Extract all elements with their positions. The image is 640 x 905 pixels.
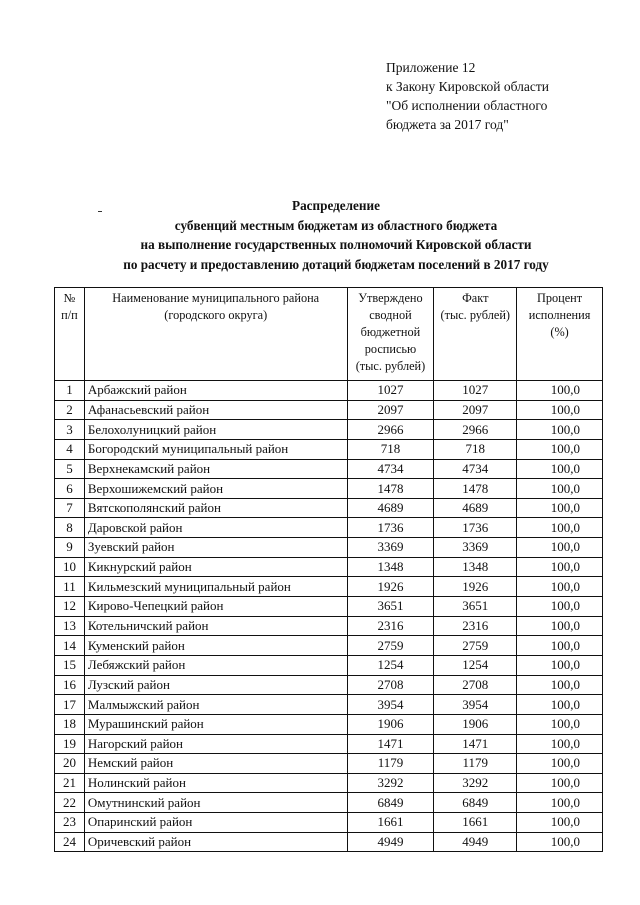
cell-district-name: Кильмезский муниципальный район xyxy=(84,577,347,597)
cell-district-name: Афанасьевский район xyxy=(84,400,347,420)
table-row xyxy=(55,813,603,833)
cell-fact: 3292 xyxy=(434,773,517,793)
cell-district-name: Малмыжский район xyxy=(84,695,347,715)
cell-percent: 100,0 xyxy=(517,616,603,636)
cell-number: 4 xyxy=(55,439,85,459)
cell-number: 3 xyxy=(55,420,85,440)
cell-number: 24 xyxy=(55,832,85,852)
cell-fact: 1736 xyxy=(434,518,517,538)
cell-number: 10 xyxy=(55,557,85,577)
cell-number: 8 xyxy=(55,518,85,538)
table-row xyxy=(55,479,603,499)
title-line: по расчету и предоставлению дотаций бюджетам поселений в 2017 году xyxy=(123,256,549,272)
cell-fact: 1906 xyxy=(434,714,517,734)
appendix-header xyxy=(386,58,626,134)
cell-number: 1 xyxy=(55,381,85,401)
cell-number: 21 xyxy=(55,773,85,793)
cell-approved: 6849 xyxy=(347,793,434,813)
cell-number: 5 xyxy=(55,459,85,479)
table-row xyxy=(55,518,603,538)
cell-district-name: Верхнекамский район xyxy=(84,459,347,479)
cell-approved: 3369 xyxy=(347,538,434,558)
title-line: Распределение xyxy=(292,198,380,213)
cell-number: 20 xyxy=(55,754,85,774)
cell-approved: 4949 xyxy=(347,832,434,852)
cell-percent: 100,0 xyxy=(517,793,603,813)
cell-fact: 1254 xyxy=(434,655,517,675)
table-row xyxy=(55,420,603,440)
table-row xyxy=(55,557,603,577)
cell-approved: 3651 xyxy=(347,597,434,617)
cell-district-name: Арбажский район xyxy=(84,381,347,401)
cell-approved: 3292 xyxy=(347,773,434,793)
cell-approved: 2097 xyxy=(347,400,434,420)
cell-percent: 100,0 xyxy=(517,695,603,715)
cell-number: 13 xyxy=(55,616,85,636)
header-text: (тыс. рублей) xyxy=(355,359,426,373)
cell-fact: 1179 xyxy=(434,754,517,774)
cell-district-name: Кикнурский район xyxy=(84,557,347,577)
cell-approved: 2708 xyxy=(347,675,434,695)
cell-approved: 1254 xyxy=(347,655,434,675)
cell-fact: 2966 xyxy=(434,420,517,440)
cell-district-name: Нолинский район xyxy=(84,773,347,793)
cell-district-name: Куменский район xyxy=(84,636,347,656)
appendix-line: Приложение 12 xyxy=(386,60,476,75)
table-row xyxy=(55,714,603,734)
header-number xyxy=(55,288,85,381)
cell-fact: 1926 xyxy=(434,577,517,597)
cell-approved: 2759 xyxy=(347,636,434,656)
cell-district-name: Верхошижемский район xyxy=(84,479,347,499)
table-row xyxy=(55,655,603,675)
cell-approved: 1348 xyxy=(347,557,434,577)
cell-percent: 100,0 xyxy=(517,655,603,675)
table-row xyxy=(55,832,603,852)
header-text: сводной xyxy=(369,308,412,322)
cell-approved: 1926 xyxy=(347,577,434,597)
cell-fact: 3369 xyxy=(434,538,517,558)
cell-percent: 100,0 xyxy=(517,773,603,793)
header-text: бюджетной xyxy=(360,325,421,339)
header-text: (городского округа) xyxy=(164,308,268,322)
cell-approved: 718 xyxy=(347,439,434,459)
cell-district-name: Даровской район xyxy=(84,518,347,538)
cell-district-name: Вятскополянский район xyxy=(84,498,347,518)
header-text: Факт xyxy=(462,291,489,305)
table-header-row xyxy=(55,288,603,381)
cell-percent: 100,0 xyxy=(517,459,603,479)
cell-percent: 100,0 xyxy=(517,754,603,774)
appendix-line: бюджета за 2017 год" xyxy=(386,117,509,132)
cell-number: 14 xyxy=(55,636,85,656)
table-row xyxy=(55,793,603,813)
cell-percent: 100,0 xyxy=(517,498,603,518)
cell-district-name: Богородский муниципальный район xyxy=(84,439,347,459)
cell-percent: 100,0 xyxy=(517,479,603,499)
cell-number: 6 xyxy=(55,479,85,499)
header-text: № xyxy=(63,291,76,305)
cell-district-name: Лебяжский район xyxy=(84,655,347,675)
cell-district-name: Лузский район xyxy=(84,675,347,695)
cell-approved: 1661 xyxy=(347,813,434,833)
header-text: (%) xyxy=(550,325,569,339)
cell-percent: 100,0 xyxy=(517,813,603,833)
cell-fact: 4734 xyxy=(434,459,517,479)
cell-district-name: Кирово-Чепецкий район xyxy=(84,597,347,617)
table-row xyxy=(55,459,603,479)
cell-number: 2 xyxy=(55,400,85,420)
cell-district-name: Немский район xyxy=(84,754,347,774)
document-title xyxy=(60,196,612,274)
table-row xyxy=(55,636,603,656)
cell-number: 22 xyxy=(55,793,85,813)
cell-fact: 4949 xyxy=(434,832,517,852)
distribution-table xyxy=(54,287,603,852)
cell-district-name: Омутнинский район xyxy=(84,793,347,813)
header-text: п/п xyxy=(61,308,78,322)
title-line: субвенций местным бюджетам из областного бюджета xyxy=(174,217,498,233)
cell-fact: 6849 xyxy=(434,793,517,813)
cell-approved: 1906 xyxy=(347,714,434,734)
header-text: росписью xyxy=(364,342,417,356)
cell-district-name: Котельничский район xyxy=(84,616,347,636)
cell-approved: 4734 xyxy=(347,459,434,479)
table-row xyxy=(55,734,603,754)
cell-percent: 100,0 xyxy=(517,381,603,401)
table-row xyxy=(55,675,603,695)
cell-district-name: Белохолуницкий район xyxy=(84,420,347,440)
cell-district-name: Зуевский район xyxy=(84,538,347,558)
cell-percent: 100,0 xyxy=(517,577,603,597)
title-line: на выполнение государственных полномочий Кировской области xyxy=(140,237,532,252)
cell-number: 23 xyxy=(55,813,85,833)
cell-number: 15 xyxy=(55,655,85,675)
cell-percent: 100,0 xyxy=(517,597,603,617)
cell-fact: 2708 xyxy=(434,675,517,695)
cell-percent: 100,0 xyxy=(517,675,603,695)
cell-fact: 718 xyxy=(434,439,517,459)
cell-number: 11 xyxy=(55,577,85,597)
table-row xyxy=(55,754,603,774)
cell-district-name: Оричевский район xyxy=(84,832,347,852)
cell-fact: 2316 xyxy=(434,616,517,636)
cell-fact: 2759 xyxy=(434,636,517,656)
cell-percent: 100,0 xyxy=(517,734,603,754)
cell-fact: 1661 xyxy=(434,813,517,833)
header-text: Наименование муниципального района xyxy=(112,291,320,305)
cell-approved: 2966 xyxy=(347,420,434,440)
table-row xyxy=(55,597,603,617)
cell-fact: 3651 xyxy=(434,597,517,617)
header-text: (тыс. рублей) xyxy=(440,308,511,322)
appendix-line: к Закону Кировской области xyxy=(386,79,550,94)
cell-fact: 1348 xyxy=(434,557,517,577)
header-text: Утверждено xyxy=(358,291,423,305)
cell-percent: 100,0 xyxy=(517,714,603,734)
table-row xyxy=(55,538,603,558)
header-approved xyxy=(347,288,434,381)
cell-district-name: Опаринский район xyxy=(84,813,347,833)
cell-approved: 2316 xyxy=(347,616,434,636)
table-row xyxy=(55,439,603,459)
cell-percent: 100,0 xyxy=(517,400,603,420)
table-row xyxy=(55,400,603,420)
table-row xyxy=(55,773,603,793)
cell-number: 17 xyxy=(55,695,85,715)
cell-fact: 1471 xyxy=(434,734,517,754)
cell-percent: 100,0 xyxy=(517,439,603,459)
header-text: исполнения xyxy=(528,308,591,322)
cell-fact: 3954 xyxy=(434,695,517,715)
header-name xyxy=(84,288,347,381)
cell-percent: 100,0 xyxy=(517,518,603,538)
header-text: Процент xyxy=(536,291,583,305)
table-row xyxy=(55,695,603,715)
table-row xyxy=(55,381,603,401)
cell-number: 12 xyxy=(55,597,85,617)
cell-percent: 100,0 xyxy=(517,557,603,577)
cell-district-name: Мурашинский район xyxy=(84,714,347,734)
cell-approved: 1179 xyxy=(347,754,434,774)
cell-percent: 100,0 xyxy=(517,420,603,440)
table-row xyxy=(55,577,603,597)
cell-approved: 1736 xyxy=(347,518,434,538)
cell-fact: 1478 xyxy=(434,479,517,499)
cell-number: 16 xyxy=(55,675,85,695)
cell-approved: 1478 xyxy=(347,479,434,499)
cell-district-name: Нагорский район xyxy=(84,734,347,754)
table-row xyxy=(55,498,603,518)
cell-number: 19 xyxy=(55,734,85,754)
header-percent xyxy=(517,288,603,381)
cell-fact: 2097 xyxy=(434,400,517,420)
header-fact xyxy=(434,288,517,381)
cell-percent: 100,0 xyxy=(517,636,603,656)
cell-approved: 4689 xyxy=(347,498,434,518)
cell-number: 18 xyxy=(55,714,85,734)
cell-approved: 3954 xyxy=(347,695,434,715)
cell-fact: 4689 xyxy=(434,498,517,518)
cell-number: 7 xyxy=(55,498,85,518)
cell-number: 9 xyxy=(55,538,85,558)
cell-approved: 1471 xyxy=(347,734,434,754)
cell-approved: 1027 xyxy=(347,381,434,401)
cell-fact: 1027 xyxy=(434,381,517,401)
table-row xyxy=(55,616,603,636)
appendix-line: "Об исполнении областного xyxy=(386,98,548,113)
cell-percent: 100,0 xyxy=(517,538,603,558)
cell-percent: 100,0 xyxy=(517,832,603,852)
